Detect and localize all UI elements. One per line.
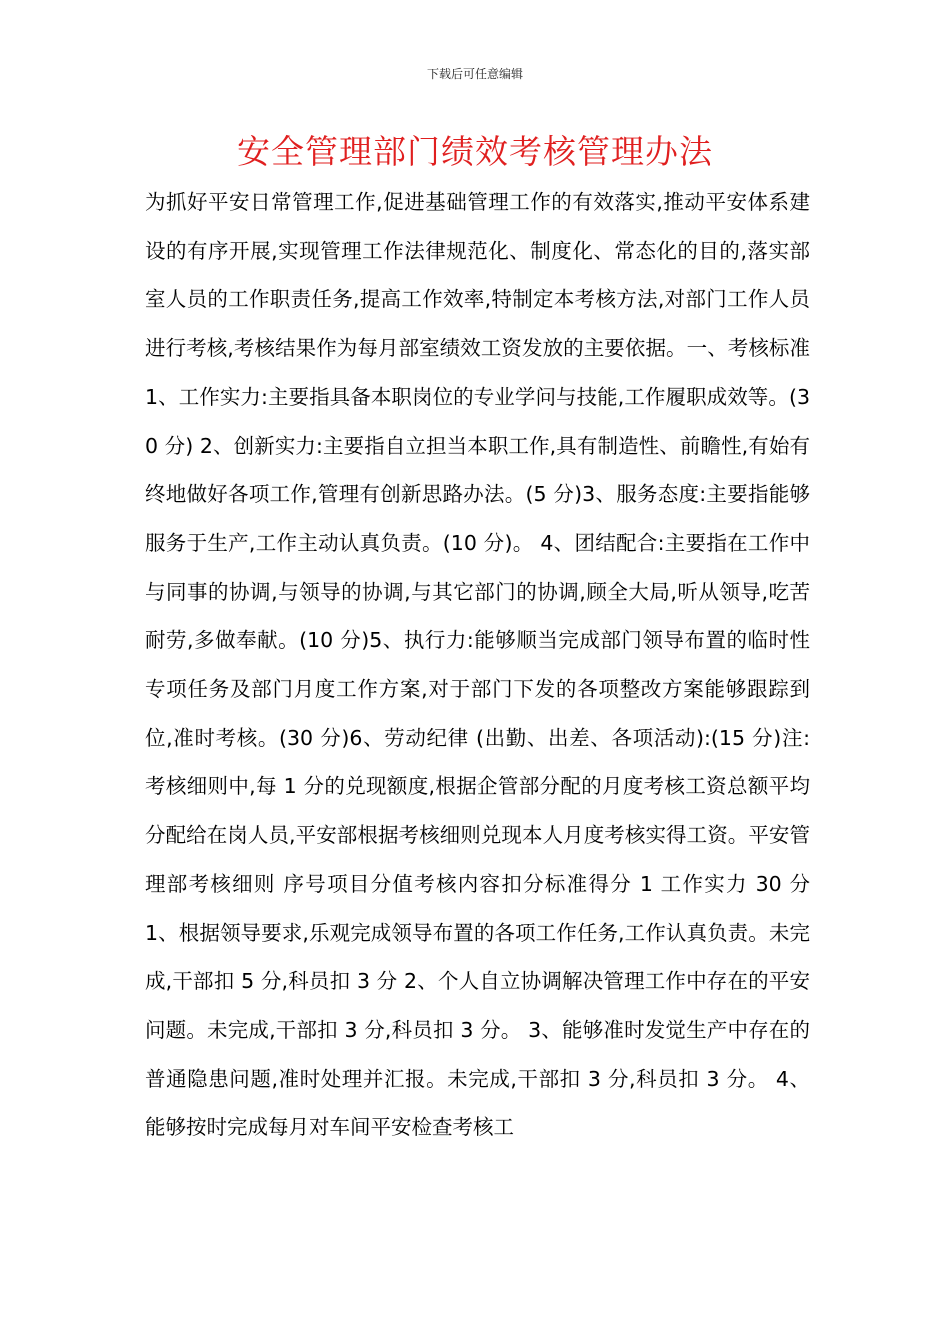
document-title: 安全管理部门绩效考核管理办法 <box>237 132 713 171</box>
document-body-text: 为抓好平安日常管理工作,促进基础管理工作的有效落实,推动平安体系建设的有序开展,实现管理工作法律规范化、制度化、常态化的目的,落实部室人员的工作职责任务,提高工作效率,特制定本考核方法,对部门工作人员进行考核,考核结果作为每月部室绩效工资发放的主要依据。一、考核标准 1、工作实力:主要指具备本职岗位的专业学问与技能,工作履职成效等。(30 分) 2、创新实力:主要指自立担当本职工作,具有制造性、前瞻性,有始有终地做好各项工作,管理有创新思路办法。(5 分)3、服务态度:主要指能够服务于生产,工作主动认真负责。(10 分)。 4、团结配合:主要指在工作中与同事的协调,与领导的协调,与其它部门的协调,顾全大局,听从领导,吃苦耐劳,多做奉献。(10 分)5、执行力:能够顺当完成部门领导布置的临时性专项任务及部门月度工作方案,对于部门下发的各项整改方案能够跟踪到位,准时考核。(30 分)6、劳动纪律 (出勤、出差、各项活动):(15 分)注:考核细则中,每 1 分的兑现额度,根据企管部分配的月度考核工资总额平均分配给在岗人员,平安部根据考核细则兑现本人月度考核实得工资。平安管理部考核细则 序号项目分值考核内容扣分标准得分 1 工作实力 30 分 1、根据领导要求,乐观完成领导布置的各项工作任务,工作认真负责。未完成,干部扣 5 分,科员扣 3 分 2、个人自立协调解决管理工作中存在的平安问题。未完成,干部扣 3 分,科员扣 3 分。 3、能够准时发觉生产中存在的普通隐患问题,准时处理并汇报。未完成,干部扣 3 分,科员扣 3 分。 4、能够按时完成每月对车间平安检查考核工 <box>145 190 810 1140</box>
header-note: 下载后可任意编辑 <box>426 67 523 81</box>
